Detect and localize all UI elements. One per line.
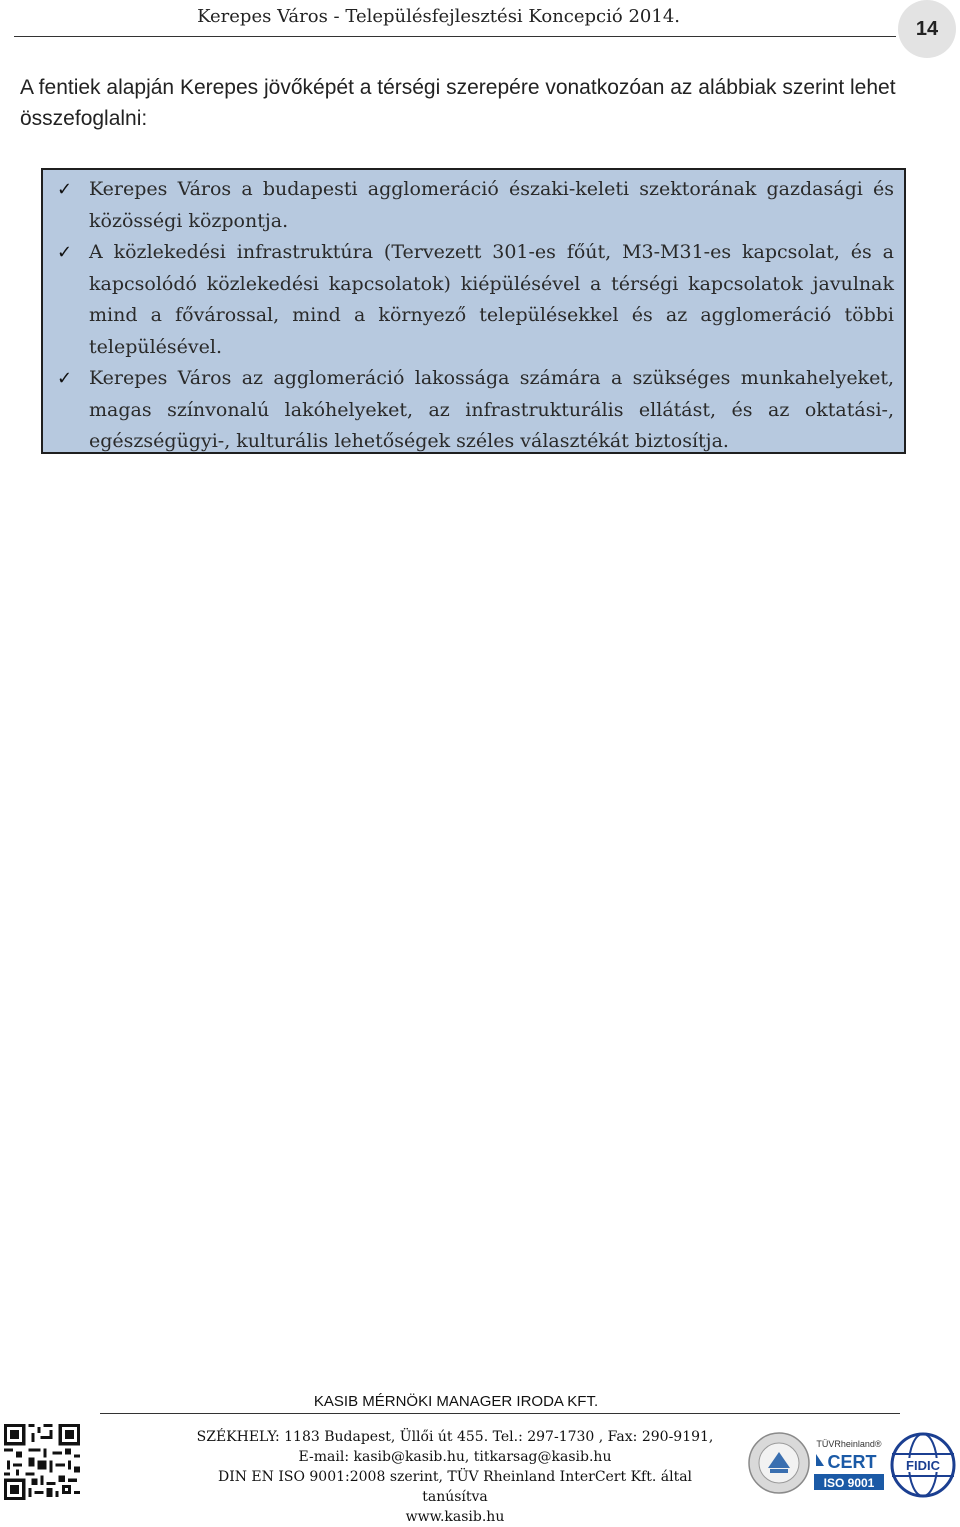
checkmark-icon: ✓ bbox=[57, 179, 73, 200]
tuv-cert-logo-icon bbox=[812, 1436, 886, 1492]
fidic-logo-icon bbox=[890, 1432, 956, 1498]
summary-item bbox=[53, 237, 894, 363]
checkmark-icon: ✓ bbox=[57, 368, 73, 389]
summary-item-text: Kerepes Város az agglomeráció lakossága számára a szükséges munkahelyeket, magas színvonalú lakóhelyeket, az infrastrukturális ellátást, és az oktatási-, egészségügyi-, kulturális lehetőségek széles választékát biztosítja. bbox=[89, 367, 894, 452]
svg-text:TÜVRheinland®: TÜVRheinland® bbox=[816, 1439, 882, 1449]
svg-text:ISO 9001: ISO 9001 bbox=[823, 1476, 875, 1490]
header-rule bbox=[14, 36, 896, 37]
summary-item-text: Kerepes Város a budapesti agglomeráció északi-keleti szektorának gazdasági és közösségi központja. bbox=[89, 178, 894, 232]
checkmark-icon: ✓ bbox=[57, 242, 73, 263]
summary-item bbox=[53, 363, 894, 458]
footer-email[interactable]: E-mail: kasib@kasib.hu, titkarsag@kasib.hu bbox=[298, 1449, 612, 1465]
summary-box bbox=[41, 168, 906, 454]
footer-address: SZÉKHELY: 1183 Budapest, Üllői út 455. Tel.: 297-1730 , Fax: 290-9191, bbox=[196, 1429, 714, 1445]
footer-website[interactable]: www.kasib.hu bbox=[405, 1509, 505, 1525]
summary-item-text: A közlekedési infrastruktúra (Tervezett 301-es főút, M3-M31-es kapcsolat, és a kapcsolódó közlekedési kapcsolatok) kiépülésével a térségi kapcsolatok javulnak mind a fővárossal, mind a környező településekkel és az agglomeráció többi településével. bbox=[89, 241, 894, 358]
intro-paragraph: A fentiek alapján Kerepes jövőképét a térségi szerepére vonatkozóan az alábbiak szerint lehet összefoglalni: bbox=[20, 76, 896, 130]
header-title: Kerepes Város - Településfejlesztési Koncepció 2014. bbox=[197, 6, 680, 27]
footer-rule bbox=[100, 1413, 900, 1414]
footer-certification: DIN EN ISO 9001:2008 szerint, TÜV Rheinland InterCert Kft. által tanúsítva bbox=[217, 1469, 693, 1505]
svg-text:FIDIC: FIDIC bbox=[906, 1458, 940, 1473]
qr-code-icon bbox=[4, 1424, 80, 1500]
svg-text:CERT: CERT bbox=[827, 1452, 877, 1472]
tuv-certificate-seal-icon bbox=[748, 1432, 810, 1494]
footer-company: KASIB MÉRNÖKI MANAGER IRODA KFT. bbox=[313, 1393, 599, 1410]
summary-item bbox=[53, 174, 894, 237]
footer-contact-block bbox=[190, 1427, 720, 1527]
page-number-badge: 14 bbox=[898, 0, 956, 58]
